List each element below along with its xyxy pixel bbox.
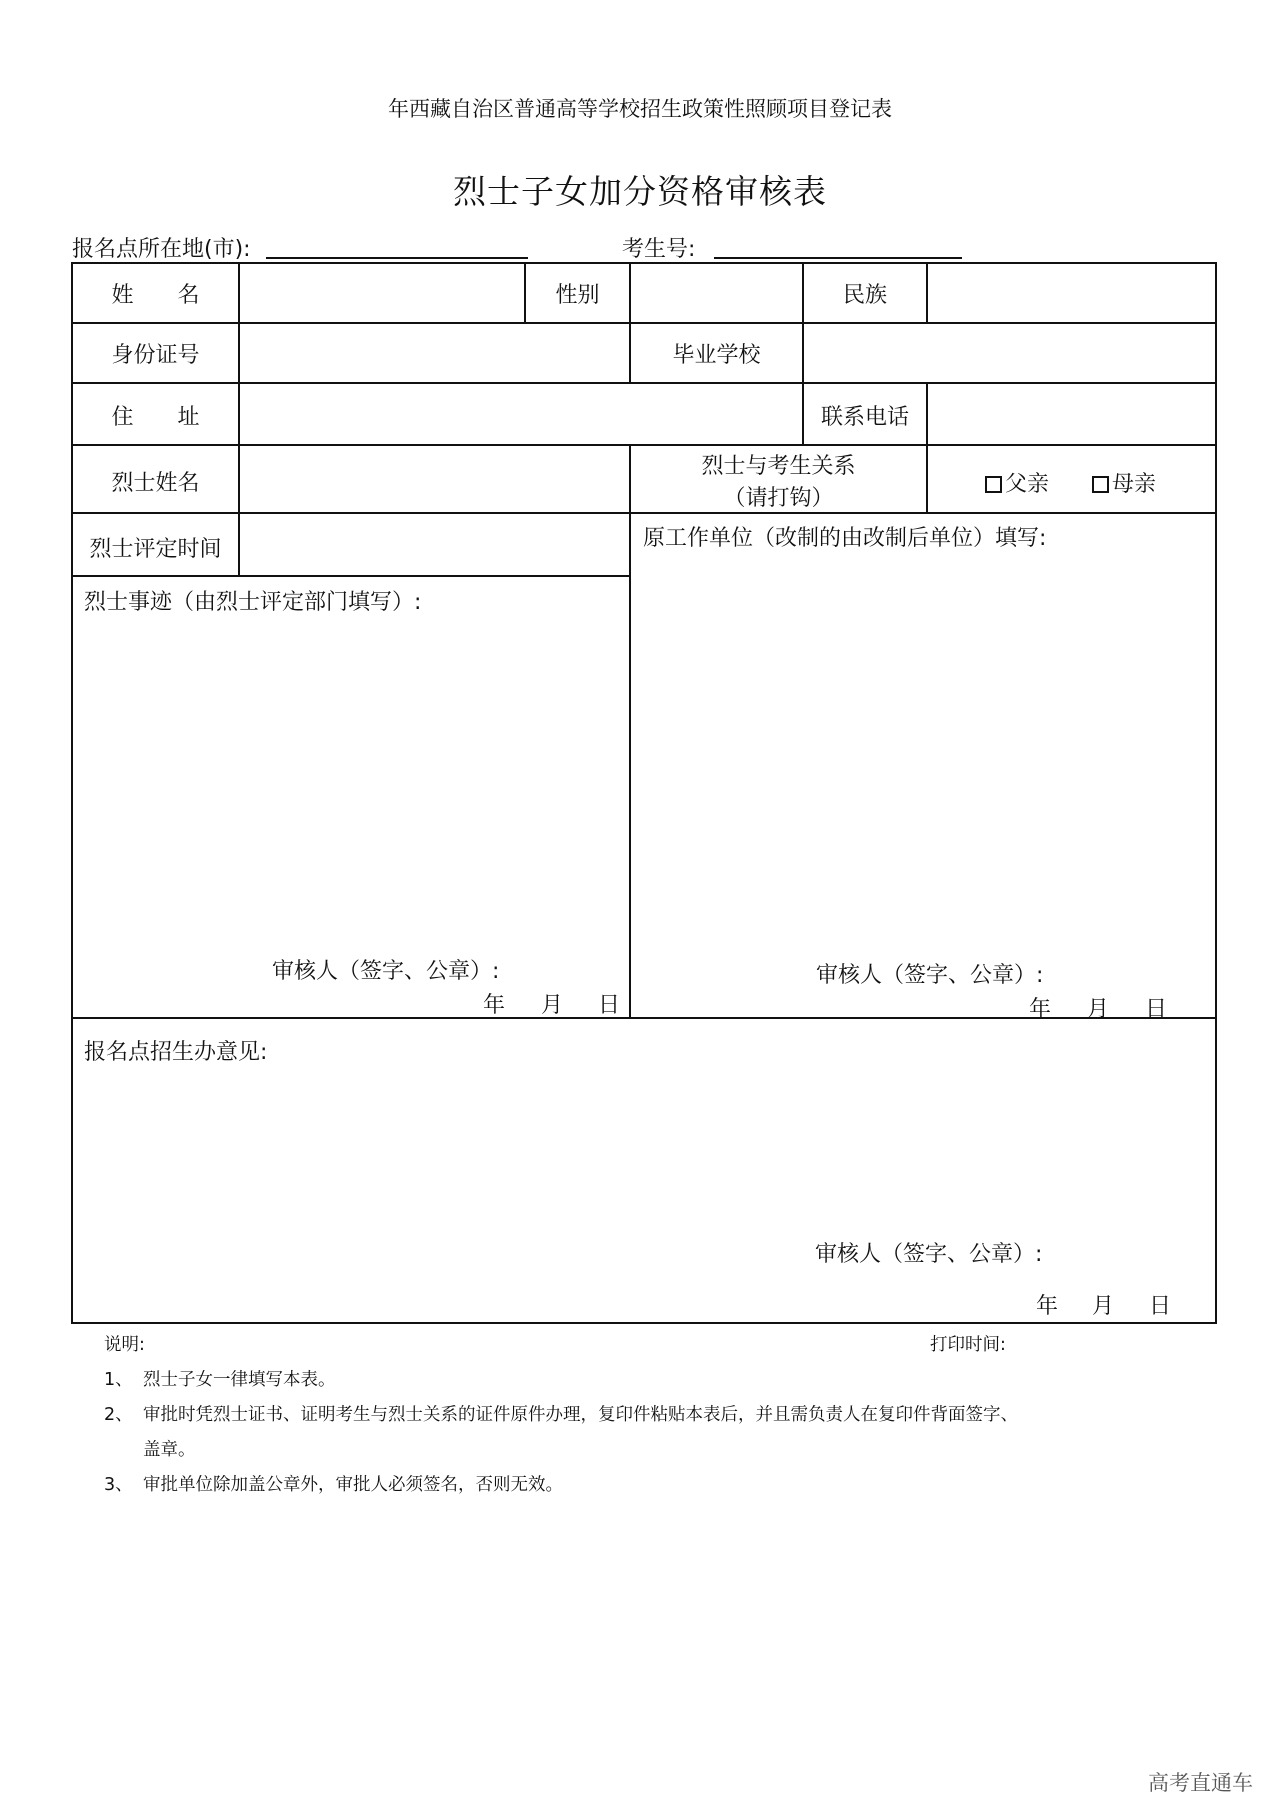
mother-option[interactable] — [1092, 467, 1156, 498]
name-field[interactable] — [240, 264, 524, 322]
office-opinion-field[interactable] — [73, 1065, 1215, 1225]
work-unit-date-month: 月 — [1087, 997, 1110, 1022]
location-input-line[interactable] — [266, 257, 528, 259]
id-number-field[interactable] — [240, 324, 629, 382]
deeds-date-year: 年 — [483, 993, 506, 1018]
exam-id-input-line[interactable] — [714, 257, 962, 259]
father-option[interactable] — [985, 467, 1049, 498]
note-number: 2、 — [104, 1405, 133, 1425]
office-date-month: 月 — [1092, 1294, 1115, 1319]
form-title: 烈士子女加分资格审核表 — [453, 172, 827, 211]
address-label: 住 址 — [111, 405, 200, 430]
martyr-name-label: 烈士姓名 — [111, 471, 200, 496]
office-opinion-label: 报名点招生办意见: — [84, 1040, 268, 1065]
school-label: 毕业学校 — [672, 343, 761, 368]
note-text: 盖章。 — [143, 1440, 196, 1460]
deeds-date-month: 月 — [541, 993, 564, 1018]
deeds-label: 烈士事迹（由烈士评定部门填写）: — [84, 590, 422, 615]
work-unit-reviewer-label: 审核人（签字、公章）: — [816, 963, 1044, 988]
martyr-name-field[interactable] — [240, 446, 629, 512]
office-date-year: 年 — [1036, 1294, 1059, 1319]
deeds-reviewer-label: 审核人（签字、公章）: — [272, 959, 500, 984]
note-number: 3、 — [104, 1475, 133, 1495]
relation-label: 烈士与考生关系 — [701, 454, 856, 479]
deeds-date-day: 日 — [598, 993, 621, 1018]
work-unit-label: 原工作单位（改制的由改制后单位）填写: — [643, 526, 1047, 551]
address-field[interactable] — [240, 384, 802, 444]
exam-id-label: 考生号: — [622, 237, 696, 262]
martyr-date-label: 烈士评定时间 — [89, 537, 222, 562]
work-unit-field[interactable] — [631, 550, 1215, 940]
note-number: 1、 — [104, 1370, 133, 1390]
notes-heading: 说明: — [104, 1335, 145, 1355]
school-field[interactable] — [804, 324, 1215, 382]
checkbox-icon[interactable] — [1092, 476, 1109, 493]
relation-hint: （请打钩） — [723, 486, 834, 511]
office-date-day: 日 — [1149, 1294, 1172, 1319]
id-number-label: 身份证号 — [111, 343, 200, 368]
watermark-text: 高考直通车 — [1148, 1771, 1253, 1795]
form-subtitle: 年西藏自治区普通高等学校招生政策性照顾项目登记表 — [388, 97, 892, 121]
name-label: 姓 名 — [111, 283, 200, 308]
ethnicity-label: 民族 — [842, 283, 887, 308]
ethnicity-field[interactable] — [928, 264, 1215, 322]
deeds-field[interactable] — [73, 615, 629, 935]
mother-option-label: 母亲 — [1112, 472, 1157, 497]
checkbox-icon[interactable] — [985, 476, 1002, 493]
note-text: 审批单位除加盖公章外，审批人必须签名，否则无效。 — [143, 1475, 563, 1495]
office-reviewer-label: 审核人（签字、公章）: — [815, 1242, 1043, 1267]
work-unit-date-year: 年 — [1029, 997, 1052, 1022]
father-option-label: 父亲 — [1005, 472, 1050, 497]
print-time-label: 打印时间: — [930, 1335, 1006, 1355]
location-label: 报名点所在地(市): — [72, 237, 251, 262]
gender-label: 性别 — [555, 283, 600, 308]
work-unit-date-day: 日 — [1145, 997, 1168, 1022]
phone-field[interactable] — [928, 384, 1215, 444]
note-text: 审批时凭烈士证书、证明考生与烈士关系的证件原件办理，复印件粘贴本表后，并且需负责人在复印件背面签字、 — [143, 1405, 1018, 1425]
note-text: 烈士子女一律填写本表。 — [143, 1370, 336, 1390]
martyr-date-field[interactable] — [240, 514, 629, 575]
gender-field[interactable] — [631, 264, 802, 322]
phone-label: 联系电话 — [820, 405, 909, 430]
